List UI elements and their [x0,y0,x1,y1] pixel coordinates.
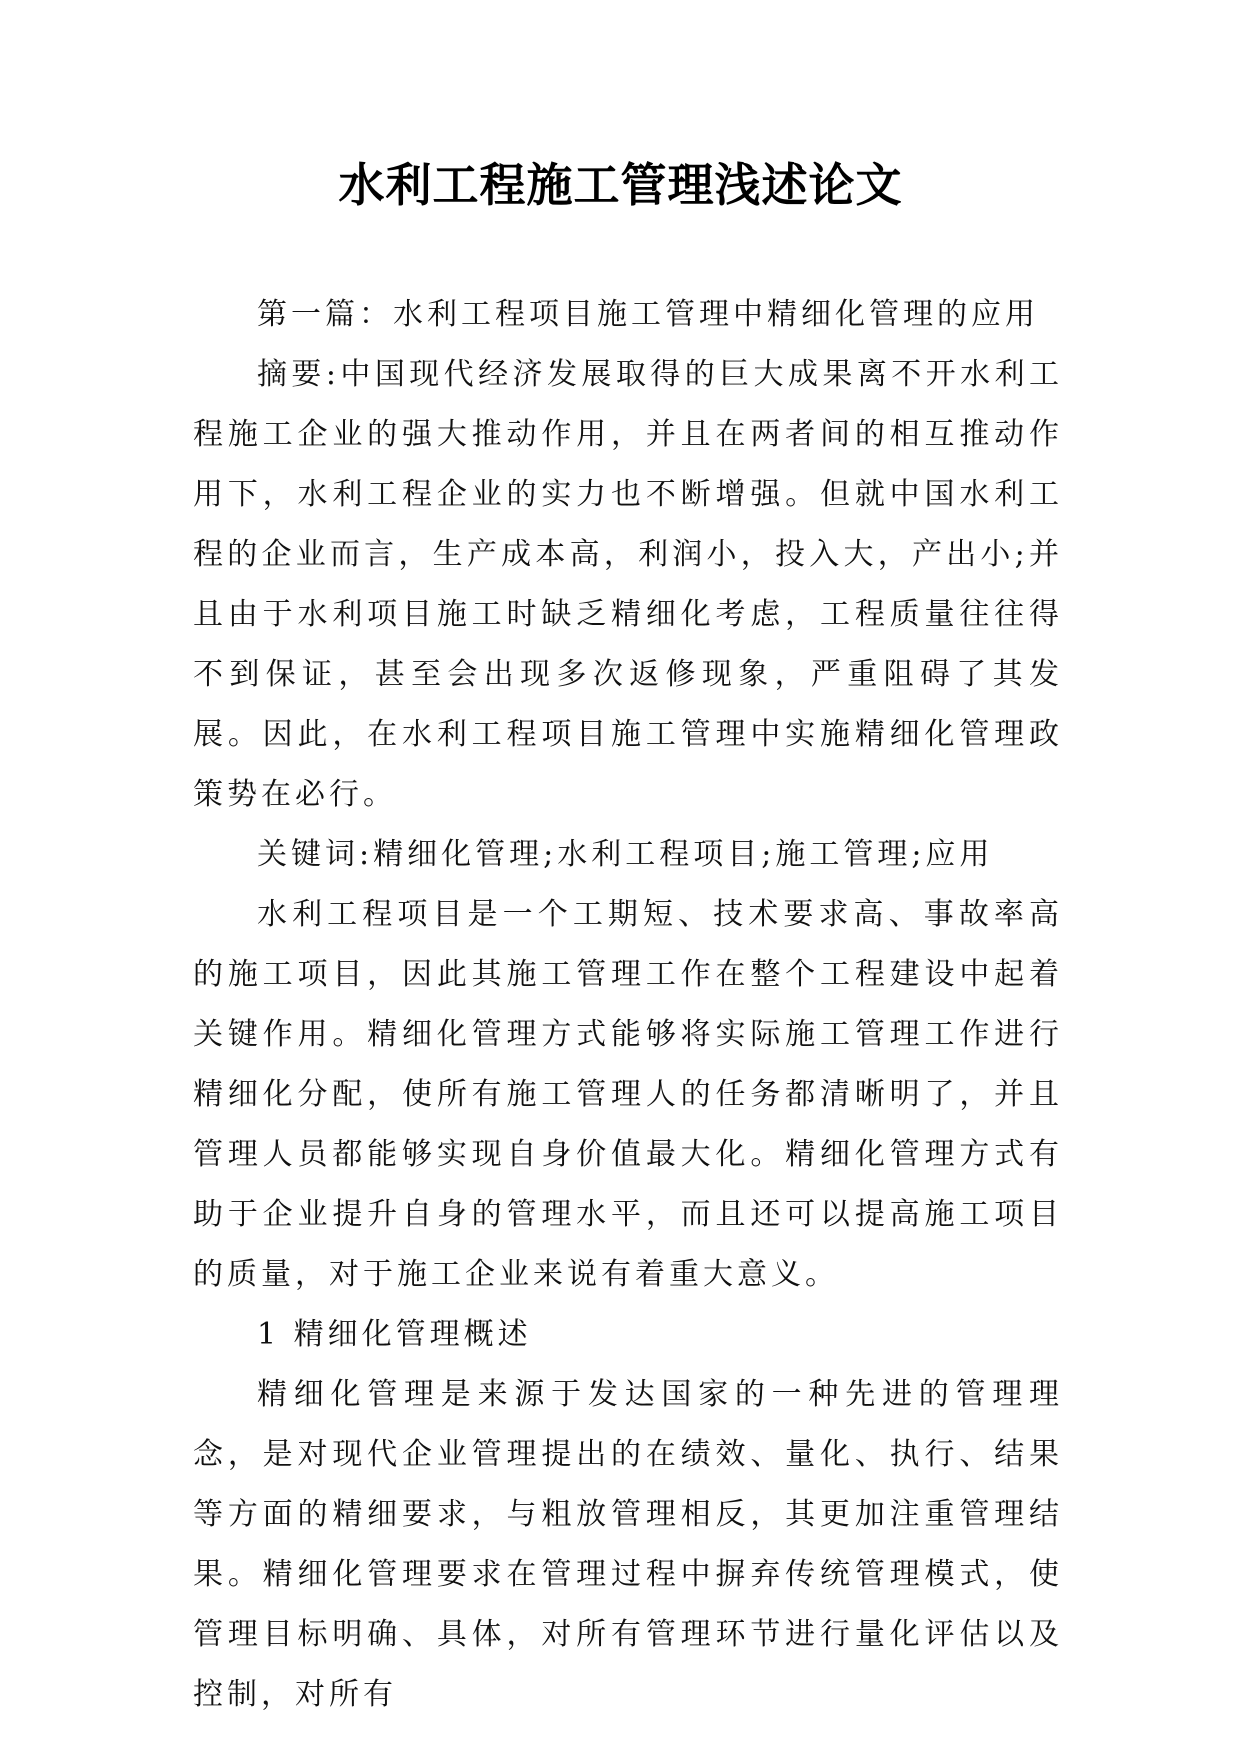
document-body [193,285,1063,1725]
heading-part-one: 第一篇：水利工程项目施工管理中精细化管理的应用 [257,297,1039,332]
section-heading-1: 1 精细化管理概述 [257,1317,532,1352]
document-title: 水利工程施工管理浅述论文 [338,158,903,212]
section-1-paragraph: 精细化管理是来源于发达国家的一种先进的管理理念，是对现代企业管理提出的在绩效、量化、执行、结果等方面的精细要求，与粗放管理相反，其更加注重管理结果。精细化管理要求在管理过程中摒弃传统管理模式，使管理目标明确、具体，对所有管理环节进行量化评估以及控制，对所有 [193,1377,1063,1712]
intro-paragraph: 水利工程项目是一个工期短、技术要求高、事故率高的施工项目，因此其施工管理工作在整个工程建设中起着关键作用。精细化管理方式能够将实际施工管理工作进行精细化分配，使所有施工管理人的任务都清晰明了，并且管理人员都能够实现自身价值最大化。精细化管理方式有助于企业提升自身的管理水平，而且还可以提高施工项目的质量，对于施工企业来说有着重大意义。 [193,897,1063,1292]
keywords-paragraph: 关键词:精细化管理;水利工程项目;施工管理;应用 [257,837,994,872]
abstract-paragraph: 摘要:中国现代经济发展取得的巨大成果离不开水利工程施工企业的强大推动作用，并且在两者间的相互推动作用下，水利工程企业的实力也不断增强。但就中国水利工程的企业而言，生产成本高，利润小，投入大，产出小;并且由于水利项目施工时缺乏精细化考虑，工程质量往往得不到保证，甚至会出现多次返修现象，严重阻碍了其发展。因此，在水利工程项目施工管理中实施精细化管理政策势在必行。 [193,357,1063,812]
